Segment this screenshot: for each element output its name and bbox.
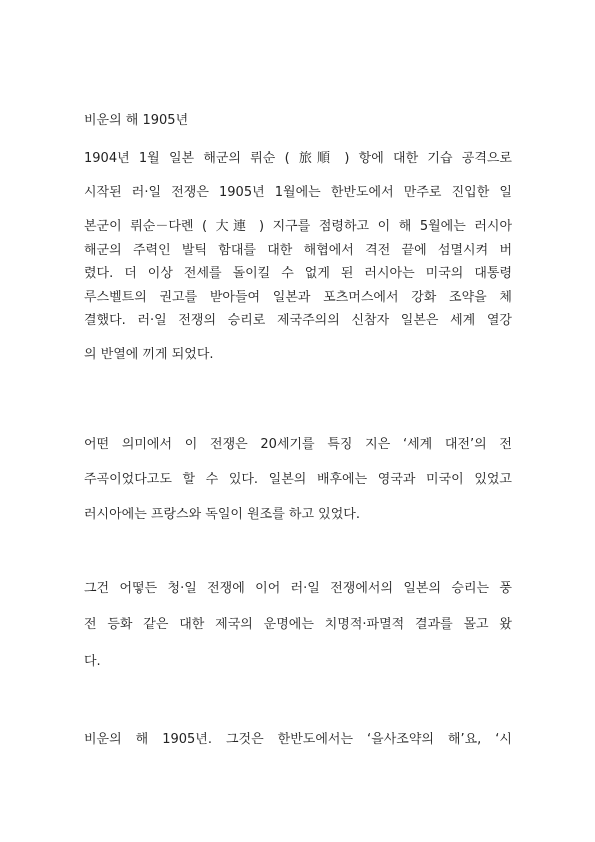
paragraph-1-line-4: 해군의 주력인 발틱 함대를 대한 해협에서 격전 끝에 섬멸시켜 버 (84, 243, 512, 258)
paragraph-1-line-7: 결했다. 러·일 전쟁의 승리로 제국주의의 신참자 일본은 세계 열강 (84, 313, 512, 328)
paragraph-1-line-8: 의 반열에 끼게 되었다. (84, 347, 214, 362)
paragraph-1-line-2: 시작된 러·일 전쟁은 1905년 1월에는 한반도에서 만주로 진입한 일 (84, 185, 512, 200)
paragraph-2-line-3: 러시아에는 프랑스와 독일이 원조를 하고 있었다. (84, 507, 360, 522)
paragraph-3-line-2: 전 등화 같은 대한 제국의 운명에는 치명적·파멸적 결과를 몰고 왔 (84, 617, 512, 632)
paragraph-1-line-3: 본군이 뤼순－다롄 ( 大連 ) 지구를 점령하고 이 해 5월에는 러시아 (84, 219, 512, 234)
paragraph-2-line-1: 어떤 의미에서 이 전쟁은 20세기를 특징 지은 ‘세계 대전’의 전 (84, 437, 512, 452)
paragraph-2-line-2: 주곡이었다고도 할 수 있다. 일본의 배후에는 영국과 미국이 있었고 (84, 472, 512, 487)
paragraph-1-line-6: 루스벨트의 권고를 받아들여 일본과 포츠머스에서 강화 조약을 체 (84, 290, 512, 305)
paragraph-1-line-5: 렸다. 더 이상 전세를 돌이킬 수 없게 된 러시아는 미국의 대통령 (84, 266, 512, 281)
paragraph-4-line-1: 비운의 해 1905년. 그것은 한반도에서는 ‘을사조약의 해’요, ‘시 (84, 732, 512, 747)
paragraph-3-line-3: 다. (84, 654, 101, 669)
paragraph-1-line-1: 1904년 1월 일본 해군의 뤼순 ( 旅順 ) 항에 대한 기습 공격으로 (84, 151, 512, 166)
document-title: 비운의 해 1905년 (84, 113, 189, 128)
paragraph-3-line-1: 그건 어떻든 청·일 전쟁에 이어 러·일 전쟁에서의 일본의 승리는 풍 (84, 581, 512, 596)
